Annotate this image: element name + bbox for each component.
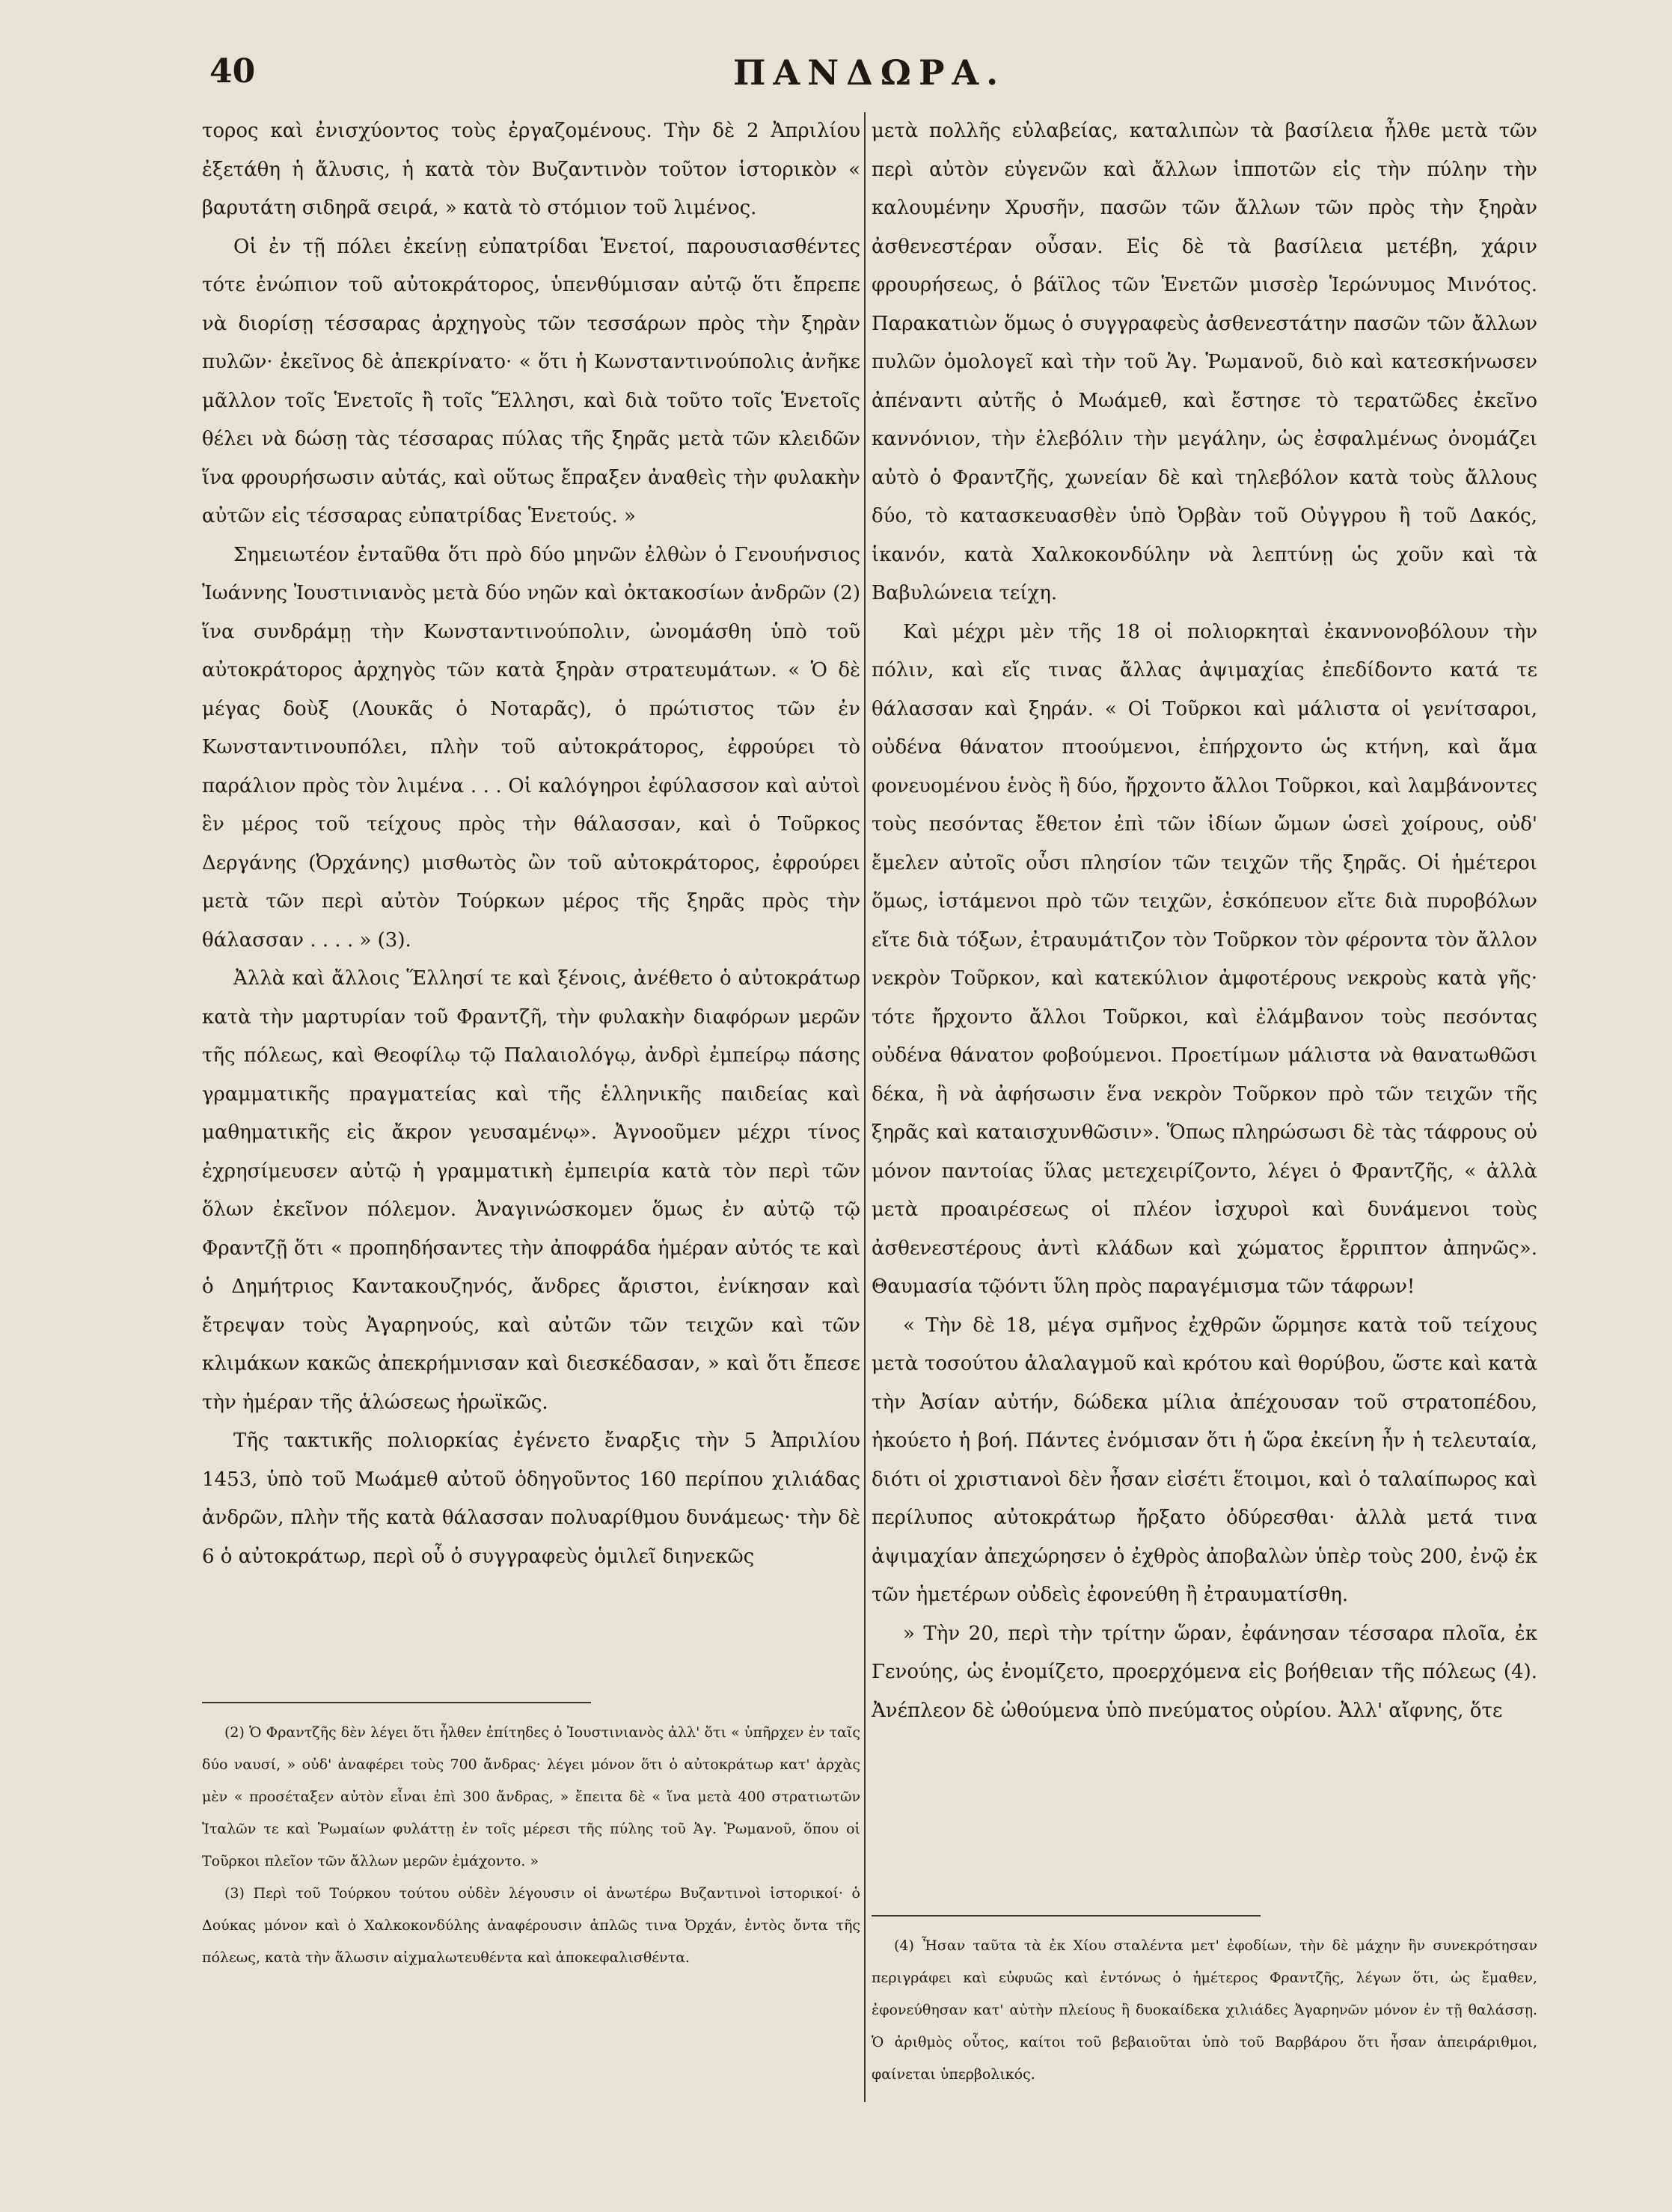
paragraph: Σημειωτέον ἐνταῦθα ὅτι πρὸ δύο μηνῶν ἐλθὼν ὁ Γενουήνσιος Ἰωάννης Ἰουστινιανὸς μετὰ δύο νηῶν καὶ ὀκτακοσίων ἀνδρῶν (2) ἵνα συνδράμῃ τὴν Κωνσταντινούπολιν, ὠνομάσθη ὑπὸ τοῦ αὐτοκράτορος ἀρχηγὸς τῶν κατὰ ξηρὰν στρατευμάτων. « Ὁ δὲ μέγας δοὺξ (Λουκᾶς ὁ Νοταρᾶς), ὁ πρώτιστος τῶν ἐν Κωνσταντινουπόλει, πλὴν τοῦ αὐτοκράτορος, ἐφρούρει τὸ παράλιον πρὸς τὸν λιμένα . . . Οἱ καλόγηροι ἐφύλασσον καὶ αὐτοὶ ἓν μέρος τοῦ τείχους πρὸς τὴν θάλασσαν, καὶ ὁ Τοῦρκος Δεργάνης (Ὀρχάνης) μισθωτὸς ὢν τοῦ αὐτοκράτορος, ἐφρούρει μετὰ τῶν περὶ αὐτὸν Τούρκων μέρος τῆς ξηρᾶς πρὸς τὴν θάλασσαν . . . . » (3). (202, 543, 860, 952)
footnote: (3) Περὶ τοῦ Τούρκου τούτου οὐδὲν λέγουσιν οἱ ἀνωτέρω Βυζαντινοὶ ἱστορικοί· ὁ Δούκας μόνον καὶ ὁ Χαλκοκονδύλης ἀναφέρουσιν ἁπλῶς τινα Ὀρχάν, ἐντὸς ὄντα τῆς πόλεως, κατὰ τὴν ἅλωσιν αἰχμαλωτευθέντα καὶ ἀποκεφαλισθέντα. (202, 1885, 860, 1966)
right-footnotes (872, 1915, 1537, 2091)
paragraph: » Τὴν 20, περὶ τὴν τρίτην ὥραν, ἐφάνησαν τέσσαρα πλοῖα, ἐκ Γενούης, ὡς ἐνομίζετο, προερχόμενα εἰς βοήθειαν τῆς πόλεως (4). Ἀνέπλεον δὲ ὠθούμενα ὑπὸ πνεύματος οὐρίου. Ἀλλ' αἴφνης, ὅτε (872, 1622, 1537, 1722)
paragraph: Ἀλλὰ καὶ ἄλλοις Ἕλλησί τε καὶ ξένοις, ἀνέθετο ὁ αὐτοκράτωρ κατὰ τὴν μαρτυρίαν τοῦ Φραντζῆ, τὴν φυλακὴν διαφόρων μερῶν τῆς πόλεως, καὶ Θεοφίλῳ τῷ Παλαιολόγῳ, ἀνδρὶ ἐμπείρῳ πάσης γραμματικῆς πραγματείας καὶ τῆς ἑλληνικῆς παιδείας καὶ μαθηματικῆς εἰς ἄκρον γευσαμένῳ». Ἀγνοοῦμεν μέχρι τίνος ἐχρησίμευσεν αὐτῷ ἡ γραμματικὴ ἐμπειρία κατὰ τὸν περὶ τῶν ὅλων ἐκεῖνον πόλεμον. Ἀναγινώσκομεν ὅμως ἐν αὐτῷ τῷ Φραντζῇ ὅτι « προπηδήσαντες τὴν ἀποφράδα ἡμέραν αὐτός τε καὶ ὁ Δημήτριος Καντακουζηνός, ἄνδρες ἄριστοι, ἐνίκησαν καὶ ἔτρεψαν τοὺς Ἀγαρηνούς, καὶ αὐτῶν τῶν τειχῶν καὶ τῶν κλιμάκων κακῶς ἀπεκρήμνισαν καὶ διεσκέδασαν, » καὶ ὅτι ἔπεσε τὴν ἡμέραν τῆς ἁλώσεως ἡρωϊκῶς. (202, 967, 860, 1414)
footnote-rule (202, 1702, 591, 1703)
paragraph: μετὰ πολλῆς εὐλαβείας, καταλιπὼν τὰ βασίλεια ἦλθε μετὰ τῶν περὶ αὐτὸν εὐγενῶν καὶ ἄλλων ἱπποτῶν εἰς τὴν πύλην τὴν καλουμένην Χρυσῆν, πασῶν τῶν ἄλλων τῶν πρὸς τὴν ξηρὰν ἀσθενεστέραν οὖσαν. Εἰς δὲ τὰ βασίλεια μετέβη, χάριν φρουρήσεως, ὁ βάϊλος τῶν Ἑνετῶν μισσὲρ Ἱερώνυμος Μινότος. Παρακατιὼν ὅμως ὁ συγγραφεὺς ἀσθενεστάτην πασῶν τῶν ἄλλων πυλῶν ὁμολογεῖ καὶ τὴν τοῦ Ἁγ. Ῥωμανοῦ, διὸ καὶ κατεσκήνωσεν ἀπέναντι αὐτῆς ὁ Μωάμεθ, καὶ ἔστησε τὸ τερατῶδες ἐκεῖνο καννόνιον, τὴν ἑλεβόλιν τὴν μεγάλην, ὡς ἐσφαλμένως ὀνομάζει αὐτὸ ὁ Φραντζῆς, χωνείαν δὲ καὶ τηλεβόλον κατὰ τοὺς ἄλλους δύο, τὸ κατασκευασθὲν ὑπὸ Ὀρβὰν τοῦ Οὐγγρου ἢ τοῦ Δακός, ἱκανόν, κατὰ Χαλκοκονδύλην νὰ λεπτύνῃ ὡς χοῦν καὶ τὰ Βαβυλώνεια τείχη. (872, 120, 1537, 604)
footnote: (2) Ὁ Φραντζῆς δὲν λέγει ὅτι ἦλθεν ἐπίτηδες ὁ Ἰουστινιανὸς ἀλλ' ὅτι « ὑπῆρχεν ἐν ταῖς δύο ναυσί, » οὐδ' ἀναφέρει τοὺς 700 ἄνδρας· λέγει μόνον ὅτι ὁ αὐτοκράτωρ κατ' ἀρχὰς μὲν « προσέταξεν αὐτὸν εἶναι ἐπὶ 300 ἄνδρας, » ἔπειτα δὲ « ἵνα μετὰ 400 στρατιωτῶν Ἰταλῶν τε καὶ Ῥωμαίων φυλάττῃ ἐν τοῖς μέρεσι τῆς πύλης τοῦ Ἁγ. Ῥωμανοῦ, ὅπου οἱ Τοῦρκοι πλεῖον τῶν ἄλλων μερῶν ἐμάχοντο. » (202, 1724, 860, 1869)
page-header (209, 52, 1541, 105)
column-divider (864, 112, 866, 2102)
left-footnotes (202, 1702, 860, 1974)
paragraph: Οἱ ἐν τῇ πόλει ἐκείνῃ εὐπατρίδαι Ἑνετοί, παρουσιασθέντες τότε ἐνώπιον τοῦ αὐτοκράτορος, ὑπενθύμισαν αὐτῷ ὅτι ἔπρεπε νὰ διορίσῃ τέσσαρας ἀρχηγοὺς τῶν τεσσάρων πρὸς τὴν ξηρὰν πυλῶν· ἐκεῖνος δὲ ἀπεκρίνατο· « ὅτι ἡ Κωνσταντινούπολις ἀνῆκε μᾶλλον τοῖς Ἑνετοῖς ἢ τοῖς Ἕλλησι, καὶ διὰ τοῦτο τοῖς Ἑνετοῖς θέλει νὰ δώσῃ τὰς τέσσαρας πύλας τῆς ξηρᾶς μετὰ τῶν κλειδῶν ἵνα φρουρήσωσιν αὐτάς, καὶ οὕτως ἔπραξεν ἀναθεὶς τὴν φυλακὴν αὐτῶν εἰς τέσσαρας εὐπατρίδας Ἑνετούς. » (202, 235, 860, 527)
right-column (872, 112, 1537, 1730)
paragraph: Καὶ μέχρι μὲν τῆς 18 οἱ πολιορκηταὶ ἐκαννονοβόλουν τὴν πόλιν, καὶ εἴς τινας ἄλλας ἀψιμαχίας ἐπεδίδοντο κατά τε θάλασσαν καὶ ξηράν. « Οἱ Τοῦρκοι καὶ μάλιστα οἱ γενίτσαροι, οὐδένα θάνατον πτοούμενοι, ἐπήρχοντο ὡς κτήνη, καὶ ἅμα φονευομένου ἑνὸς ἢ δύο, ἤρχοντο ἄλλοι Τοῦρκοι, καὶ λαμβάνοντες τοὺς πεσόντας ἔθετον ἐπὶ τῶν ἰδίων ὤμων ὡσεὶ χοίρους, οὐδ' ἔμελεν αὐτοῖς οὖσι πλησίον τῶν τειχῶν τῆς ξηρᾶς. Οἱ ἡμέτεροι ὅμως, ἱστάμενοι πρὸ τῶν τειχῶν, ἐσκόπευον εἴτε διὰ πυροβόλων εἴτε διὰ τόξων, ἐτραυμάτιζον τὸν Τοῦρκον τὸν φέροντα τὸν ἄλλον νεκρὸν Τοῦρκον, καὶ κατεκύλιον ἀμφοτέρους νεκροὺς κατὰ γῆς· τότε ἤρχοντο ἄλλοι Τοῦρκοι, καὶ ἐλάμβανον τοὺς πεσόντας οὐδένα θάνατον φοβούμενοι. Προετίμων μάλιστα νὰ θανατωθῶσι δέκα, ἢ νὰ ἀφήσωσιν ἕνα νεκρὸν Τοῦρκον πρὸ τῶν τειχῶν τῆς ξηρᾶς καὶ καταισχυνθῶσιν». Ὅπως πληρώσωσι δὲ τὰς τάφρους οὐ μόνον παντοίας ὕλας μετεχειρίζοντο, λέγει ὁ Φραντζῆς, « ἀλλὰ μετὰ προαιρέσεως οἱ πλέον ἰσχυροὶ καὶ δυνάμενοι τοὺς ἀσθενεστέρους ἀντὶ κλάδων καὶ χώματος ἔρριπτον ἀπηνῶς». Θαυμασία τῷόντι ὕλη πρὸς παραγέμισμα τῶν τάφρων! (872, 620, 1537, 1298)
paragraph: « Τὴν δὲ 18, μέγα σμῆνος ἐχθρῶν ὥρμησε κατὰ τοῦ τείχους μετὰ τοσούτου ἀλαλαγμοῦ καὶ κρότου καὶ θορύβου, ὥστε καὶ κατὰ τὴν Ἀσίαν αὐτήν, δώδεκα μίλια ἀπέχουσαν τοῦ στρατοπέδου, ἠκούετο ἡ βοή. Πάντες ἐνόμισαν ὅτι ἡ ὥρα ἐκείνη ἦν ἡ τελευταία, διότι οἱ χριστιανοὶ δὲν ἦσαν εἰσέτι ἕτοιμοι, καὶ ὁ ταλαίπωρος καὶ περίλυπος αὐτοκράτωρ ἤρξατο ὀδύρεσθαι· ἀλλὰ μετά τινα ἀψιμαχίαν ἀπεχώρησεν ὁ ἐχθρὸς ἀποβαλὼν ὑπὲρ τοὺς 200, ἐνῷ ἐκ τῶν ἡμετέρων οὐδεὶς ἐφονεύθη ἢ ἐτραυματίσθη. (872, 1314, 1537, 1606)
paragraph: τορος καὶ ἐνισχύοντος τοὺς ἐργαζομένους. Τὴν δὲ 2 Ἀπριλίου ἐξετάθη ἡ ἄλυσις, ἡ κατὰ τὸν Βυζαντινὸν τοῦτον ἱστορικὸν « βαρυτάτη σιδηρᾶ σειρά, » κατὰ τὸ στόμιον τοῦ λιμένος. (202, 120, 860, 219)
left-column (202, 112, 860, 1576)
footnote: (4) Ἦσαν ταῦτα τὰ ἐκ Χίου σταλέντα μετ' ἐφοδίων, τὴν δὲ μάχην ἣν συνεκρότησαν περιγράφει καὶ εὐφυῶς καὶ ἐντόνως ὁ ἡμέτερος Φραντζῆς, λέγων ὅτι, ὡς ἔμαθεν, ἐφονεύθησαν κατ' αὐτὴν πλείους ἢ δυοκαίδεκα χιλιάδες Ἀγαρηνῶν μόνον ἐν τῇ θαλάσσῃ. Ὁ ἀριθμὸς οὗτος, καίτοι τοῦ βεβαιοῦται ὑπὸ τοῦ Βαρβάρου ὅτι ἦσαν ἀπειράριθμοι, φαίνεται ὑπερβολικός. (872, 1937, 1537, 2083)
footnote-rule (872, 1915, 1261, 1917)
journal-title: ΠΑΝΔΩΡΑ. (733, 52, 1006, 93)
page-number: 40 (209, 52, 256, 91)
paragraph: Τῆς τακτικῆς πολιορκίας ἐγένετο ἔναρξις τὴν 5 Ἀπριλίου 1453, ὑπὸ τοῦ Μωάμεθ αὐτοῦ ὁδηγοῦντος 160 περίπου χιλιάδας ἀνδρῶν, πλὴν τῆς κατὰ θάλασσαν πολυαρίθμου δυνάμεως· τὴν δὲ 6 ὁ αὐτοκράτωρ, περὶ οὗ ὁ συγγραφεὺς ὁμιλεῖ διηνεκῶς (202, 1430, 860, 1568)
